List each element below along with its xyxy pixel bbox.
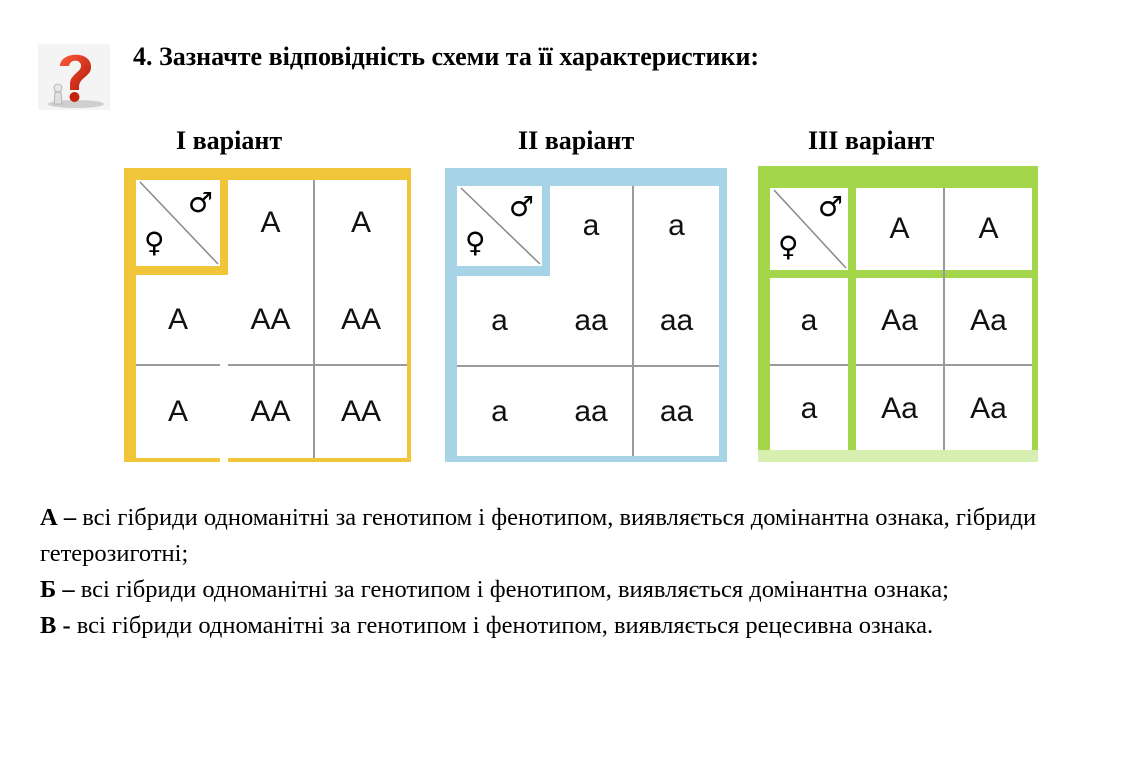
variant-1-label: I варіант	[176, 126, 283, 155]
punnett-square-variant-3	[758, 166, 1038, 462]
male-gamete: a	[582, 209, 600, 242]
answer-text: всі гібриди одноманітні за генотипом і фенотипом, виявляється домінантна ознака;	[74, 576, 949, 603]
offspring-cell: Aa	[970, 304, 1007, 337]
offspring-cell: Aa	[881, 392, 918, 425]
variant-2-label: II варіант	[518, 126, 635, 155]
answer-letter: Б –	[40, 576, 75, 603]
male-symbol: ♂	[188, 186, 214, 219]
female-gamete: a	[491, 303, 508, 337]
offspring-cell: AA	[340, 302, 382, 336]
offspring-cell: Aa	[970, 392, 1007, 425]
offspring-cell: AA	[340, 395, 382, 428]
offspring-cell: aa	[574, 394, 608, 428]
answer-text: всі гібриди одноманітні за генотипом і фенотипом, виявляється домінантна ознака, гібриди гетерозиготні;	[40, 504, 1037, 567]
male-symbol: ♂	[509, 190, 535, 223]
female-symbol: ♀	[144, 226, 165, 259]
male-symbol: ♂	[818, 190, 844, 223]
female-gamete: A	[167, 395, 188, 428]
offspring-cell: Aa	[881, 304, 918, 337]
answer-text: всі гібриди одноманітні за генотипом і фенотипом, виявляється рецесивна ознака.	[70, 612, 934, 639]
male-gamete: A	[350, 206, 371, 239]
male-gamete: A	[978, 212, 999, 245]
answer-letter: А –	[40, 504, 77, 531]
female-gamete: a	[491, 394, 508, 428]
question-title: 4. Зазначте відповідність схеми та її характеристики:	[133, 42, 760, 71]
question-mark-icon	[38, 44, 110, 110]
female-gamete: A	[167, 302, 188, 336]
male-gamete: a	[668, 209, 685, 242]
female-gamete: a	[800, 304, 818, 337]
female-gamete: a	[800, 392, 818, 425]
punnett-square-variant-2	[445, 168, 727, 462]
variant-3-label: III варіант	[808, 126, 935, 155]
answer-option-b	[40, 572, 1115, 608]
female-symbol: ♀	[778, 230, 799, 263]
female-symbol: ♀	[465, 226, 486, 259]
offspring-cell: AA	[250, 395, 291, 428]
offspring-cell: aa	[574, 303, 608, 337]
offspring-cell: aa	[659, 303, 694, 337]
corner-cell	[136, 180, 220, 266]
answer-option-a	[40, 500, 1115, 572]
male-gamete: A	[889, 212, 910, 245]
punnett-square-variant-1	[124, 168, 411, 462]
answer-options	[40, 500, 1115, 644]
answer-letter: В -	[40, 612, 71, 639]
offspring-cell: AA	[250, 302, 291, 336]
corner-cell	[457, 186, 542, 266]
answer-option-v	[40, 608, 1115, 644]
male-gamete: A	[260, 206, 281, 239]
offspring-cell: aa	[659, 394, 694, 428]
corner-cell	[770, 188, 848, 270]
